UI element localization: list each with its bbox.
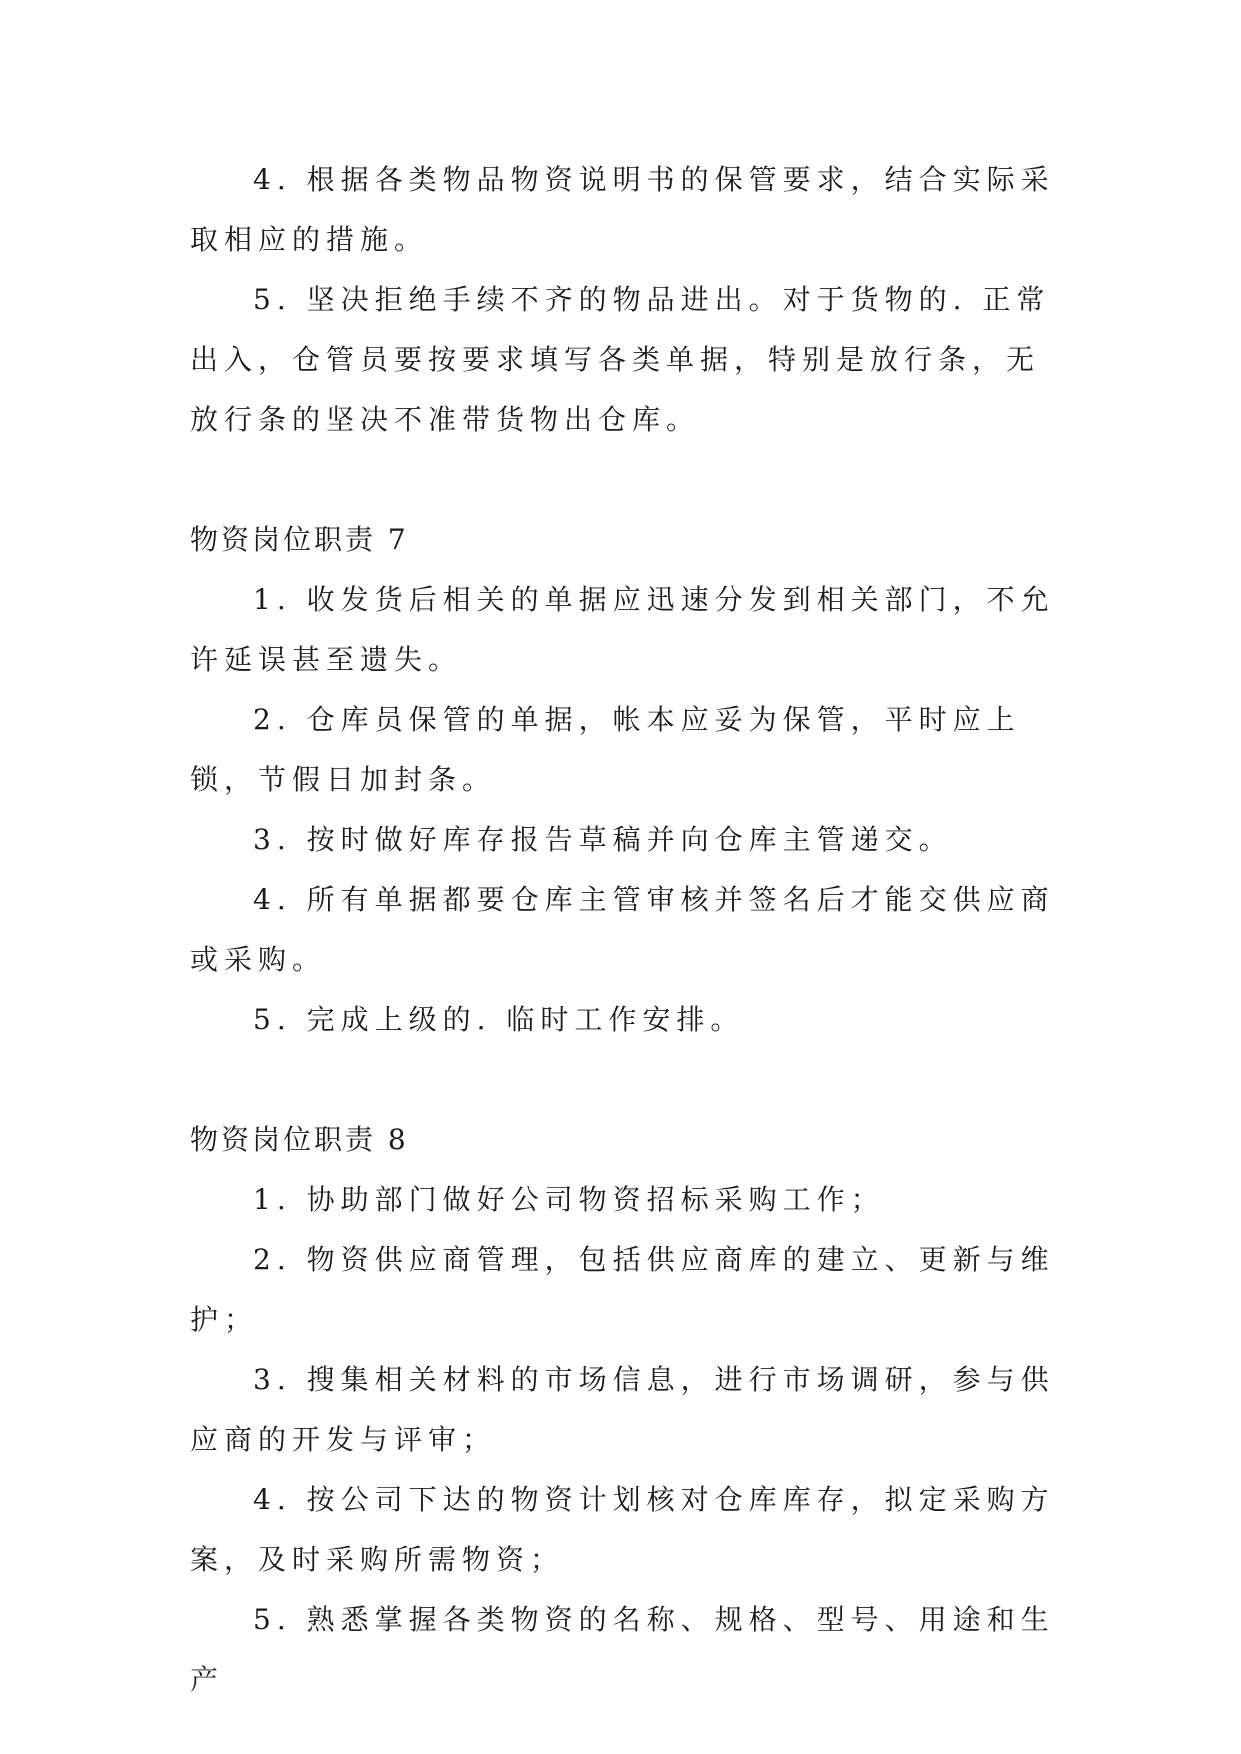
section-heading: 物资岗位职责 7 <box>190 523 409 556</box>
paragraph-item: 2. 物资供应商管理，包括供应商库的建立、更新与维护； <box>190 1243 1055 1336</box>
section-duties-7 <box>190 510 1060 1050</box>
document-page <box>190 150 1060 1710</box>
section-continuation <box>190 150 1060 450</box>
paragraph-item: 2. 仓库员保管的单据，帐本应妥为保管，平时应上锁，节假日加封条。 <box>190 703 1021 796</box>
section-duties-8 <box>190 1110 1060 1710</box>
paragraph-item: 3. 按时做好库存报告草稿并向仓库主管递交。 <box>253 823 953 856</box>
paragraph-item: 5. 坚决拒绝手续不齐的物品进出。对于货物的. 正常出入，仓管员要按要求填写各类单据，特别是放行条，无放行条的坚决不准带货物出仓库。 <box>190 283 1051 436</box>
paragraph-item: 3. 搜集相关材料的市场信息，进行市场调研，参与供应商的开发与评审； <box>190 1363 1055 1456</box>
paragraph-item: 1. 收发货后相关的单据应迅速分发到相关部门，不允许延误甚至遗失。 <box>190 583 1055 676</box>
section-gap <box>190 450 1060 510</box>
paragraph-item: 1. 协助部门做好公司物资招标采购工作； <box>253 1183 885 1216</box>
section-heading: 物资岗位职责 8 <box>190 1123 409 1156</box>
paragraph-item: 5. 完成上级的. 临时工作安排。 <box>253 1003 745 1036</box>
paragraph-item: 5. 熟悉掌握各类物资的名称、规格、型号、用途和生产 <box>190 1603 1055 1696</box>
paragraph-item: 4. 所有单据都要仓库主管审核并签名后才能交供应商或采购。 <box>190 883 1055 976</box>
paragraph-item: 4. 根据各类物品物资说明书的保管要求，结合实际采取相应的措施。 <box>190 163 1055 256</box>
paragraph-item: 4. 按公司下达的物资计划核对仓库库存，拟定采购方案，及时采购所需物资； <box>190 1483 1055 1576</box>
section-gap <box>190 1050 1060 1110</box>
